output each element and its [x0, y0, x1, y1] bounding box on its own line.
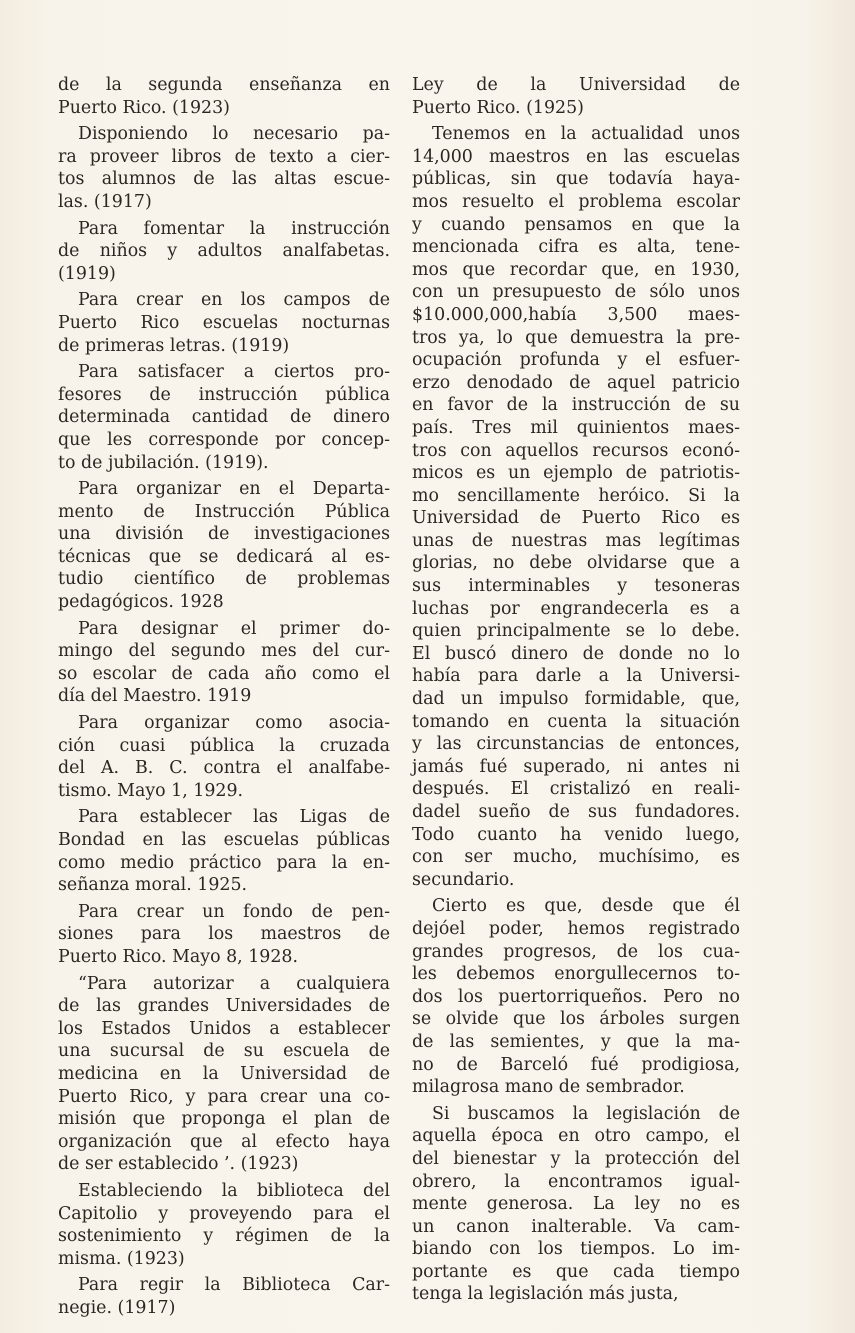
text-line: Ley de la Universidad de — [412, 75, 740, 95]
text-line: Para organizar en el Departa- — [78, 479, 390, 500]
paragraph — [58, 806, 390, 896]
text-line: mento de Instrucción Pública — [58, 501, 390, 522]
text-line: Puerto Rico. (1923) — [58, 97, 230, 118]
text-line: misión que proponga el plan de — [58, 1109, 390, 1130]
text-line: de ser establecido ’. (1923) — [58, 1154, 299, 1175]
text-line: del A. B. C. contra el analfabe- — [58, 758, 390, 779]
text-line: los Estados Unidos a establecer — [58, 1018, 390, 1039]
text-line: como medio práctico para la en- — [58, 852, 390, 873]
text-line: les debemos enorgullecernos to- — [412, 964, 740, 985]
text-line: y las circunstancias de entonces, — [412, 734, 740, 755]
paragraph — [58, 361, 390, 474]
text-line: había para darle a la Universi- — [412, 666, 740, 687]
text-line: una división de investigaciones — [58, 524, 390, 545]
text-line: Disponiendo lo necesario pa- — [78, 124, 390, 145]
text-line: Puerto Rico. (1925) — [412, 97, 584, 118]
paragraph — [412, 74, 740, 119]
text-line: país. Tres mil quinientos maes- — [412, 417, 740, 438]
text-line: Para organizar como asocia- — [78, 713, 390, 734]
text-line: grandes progresos, de los cua- — [412, 941, 740, 962]
text-line: Todo cuanto ha venido luego, — [412, 824, 740, 845]
text-line: Para crear en los campos de — [78, 290, 390, 311]
left-column — [58, 74, 390, 1323]
paragraph — [58, 618, 390, 708]
paragraph — [58, 74, 390, 119]
text-line: tenga la legislación más justa, — [412, 1284, 679, 1305]
right-column — [412, 74, 740, 1310]
text-line: Tenemos en la actualidad unos — [432, 124, 740, 145]
text-line: erzo denodado de aquel patricio — [412, 372, 740, 393]
text-line: sus interminables y tesoneras — [412, 576, 740, 597]
text-line: de la segunda enseñanza en — [58, 75, 390, 95]
text-line: tos alumnos de las altas escue- — [58, 169, 390, 190]
text-line: quien principalmente se lo debe. — [412, 621, 740, 642]
text-line: se olvide que los árboles surgen — [412, 1009, 740, 1030]
text-line: públicas, sin que todavía haya- — [412, 169, 740, 190]
text-line: de primeras letras. (1919) — [58, 335, 290, 356]
paragraph — [58, 218, 390, 286]
text-line: dad un impulso formidable, que, — [412, 689, 740, 710]
paragraph — [58, 1180, 390, 1270]
paragraph — [58, 973, 390, 1176]
text-line: Para fomentar la instrucción — [78, 218, 390, 239]
text-line: glorias, no debe olvidarse que a — [412, 553, 740, 574]
text-line: secundario. — [412, 869, 515, 890]
text-line: obrero, la encontramos igual- — [412, 1171, 740, 1192]
paragraph — [58, 123, 390, 213]
text-line: en favor de la instrucción de su — [412, 395, 740, 416]
text-line: tomando en cuenta la situación — [412, 711, 740, 732]
paragraph — [58, 1274, 390, 1319]
text-line: unas de nuestras mas legítimas — [412, 530, 740, 551]
paragraph — [412, 895, 740, 1098]
text-line: milagrosa mano de sembrador. — [412, 1077, 685, 1098]
text-line: tros con aquellos recursos econó- — [412, 440, 740, 461]
text-line: de las grandes Universidades de — [58, 996, 390, 1017]
text-line: técnicas que se dedicará al es- — [58, 546, 390, 567]
text-line: de niños y adultos analfabetas. — [58, 241, 390, 262]
text-line: mos resuelto el problema escolar — [412, 191, 740, 212]
text-line: (1919) — [58, 263, 116, 284]
text-line: mos que recordar que, en 1930, — [412, 259, 740, 280]
text-line: Para satisfacer a ciertos pro- — [78, 362, 390, 383]
text-line: Estableciendo la biblioteca del — [78, 1180, 390, 1201]
text-line: que les corresponde por concep- — [58, 429, 390, 450]
text-line: jamás fué superado, ni antes ni — [412, 756, 740, 777]
text-line: Puerto Rico, y para crear una co- — [58, 1086, 390, 1107]
text-line: portante es que cada tiempo — [412, 1261, 740, 1282]
text-line: aquella época en otro campo, el — [412, 1126, 740, 1147]
text-line: ra proveer libros de texto a cier- — [58, 146, 390, 167]
text-line: pedagógicos. 1928 — [58, 592, 224, 613]
text-line: con un presupuesto de sólo unos — [412, 282, 740, 303]
text-line: Bondad en las escuelas públicas — [58, 830, 390, 850]
text-line: micos es un ejemplo de patriotis- — [412, 463, 740, 484]
text-line: biando con los tiempos. Lo im- — [412, 1239, 740, 1260]
text-line: Puerto Rico escuelas nocturnas — [58, 312, 390, 333]
text-line: y cuando pensamos en que la — [412, 214, 740, 235]
text-line: Para establecer las Ligas de — [78, 807, 390, 828]
paragraph — [412, 123, 740, 891]
text-line: día del Maestro. 1919 — [58, 686, 252, 707]
text-line: tros ya, lo que demuestra la pre- — [412, 327, 740, 348]
text-line: con ser mucho, muchísimo, es — [412, 847, 740, 868]
paragraph — [412, 1103, 740, 1306]
text-line: negie. (1917) — [58, 1297, 176, 1318]
text-line: Para crear un fondo de pen- — [78, 901, 390, 922]
text-line: fesores de instrucción pública — [58, 384, 390, 405]
text-line: Puerto Rico. Mayo 8, 1928. — [58, 946, 299, 967]
text-line: dejóel poder, hemos registrado — [412, 918, 740, 939]
text-line: “Para autorizar a cualquiera — [78, 973, 390, 994]
text-line: Cierto es que, desde que él — [432, 896, 740, 917]
text-line: después. El cristalizó en reali- — [412, 779, 740, 800]
text-line: misma. (1923) — [58, 1248, 185, 1269]
text-line: dadel sueño de sus fundadores. — [412, 802, 740, 822]
text-line: mo sencillamente heróico. Si la — [412, 485, 740, 506]
text-line: luchas por engrandecerla es a — [412, 598, 740, 619]
text-line: determinada cantidad de dinero — [58, 407, 390, 428]
text-line: Para regir la Biblioteca Car- — [78, 1275, 390, 1296]
text-line: mente generosa. La ley no es — [412, 1194, 740, 1215]
text-line: ción cuasi pública la cruzada — [58, 735, 390, 756]
text-line: dos los puertorriqueños. Pero no — [412, 986, 740, 1007]
text-line: de las semientes, y que la ma- — [412, 1031, 740, 1052]
text-line: Para designar el primer do- — [78, 618, 390, 639]
paragraph — [58, 289, 390, 357]
text-line: ocupación profunda y el esfuer- — [412, 350, 740, 371]
text-line: mingo del segundo mes del cur- — [58, 641, 390, 662]
text-line: sostenimiento y régimen de la — [58, 1226, 390, 1247]
paragraph — [58, 712, 390, 802]
text-line: 14,000 maestros en las escuelas — [412, 146, 740, 167]
paragraph — [58, 901, 390, 969]
text-line: Universidad de Puerto Rico es — [412, 508, 740, 529]
text-line: to de jubilación. (1919). — [58, 452, 269, 473]
text-line: tudio científico de problemas — [58, 569, 390, 590]
text-line: tismo. Mayo 1, 1929. — [58, 780, 244, 801]
text-line: mencionada cifra es alta, tene- — [412, 237, 740, 258]
text-line: siones para los maestros de — [58, 924, 390, 945]
text-line: no de Barceló fué prodigiosa, — [412, 1054, 740, 1075]
text-line: del bienestar y la protección del — [412, 1148, 740, 1169]
text-line: Capitolio y proveyendo para el — [58, 1203, 390, 1224]
text-line: una sucursal de su escuela de — [58, 1041, 390, 1062]
text-line: un canon inalterable. Va cam- — [412, 1216, 740, 1237]
paragraph — [58, 478, 390, 614]
text-line: las. (1917) — [58, 191, 152, 212]
text-line: so escolar de cada año como el — [58, 663, 390, 684]
text-line: $10.000,000,había 3,500 maes- — [412, 304, 740, 325]
text-line: medicina en la Universidad de — [58, 1063, 390, 1084]
text-line: El buscó dinero de donde no lo — [412, 643, 740, 664]
text-line: señanza moral. 1925. — [58, 875, 248, 896]
text-line: Si buscamos la legislación de — [432, 1103, 740, 1124]
text-line: organización que al efecto haya — [58, 1131, 390, 1152]
